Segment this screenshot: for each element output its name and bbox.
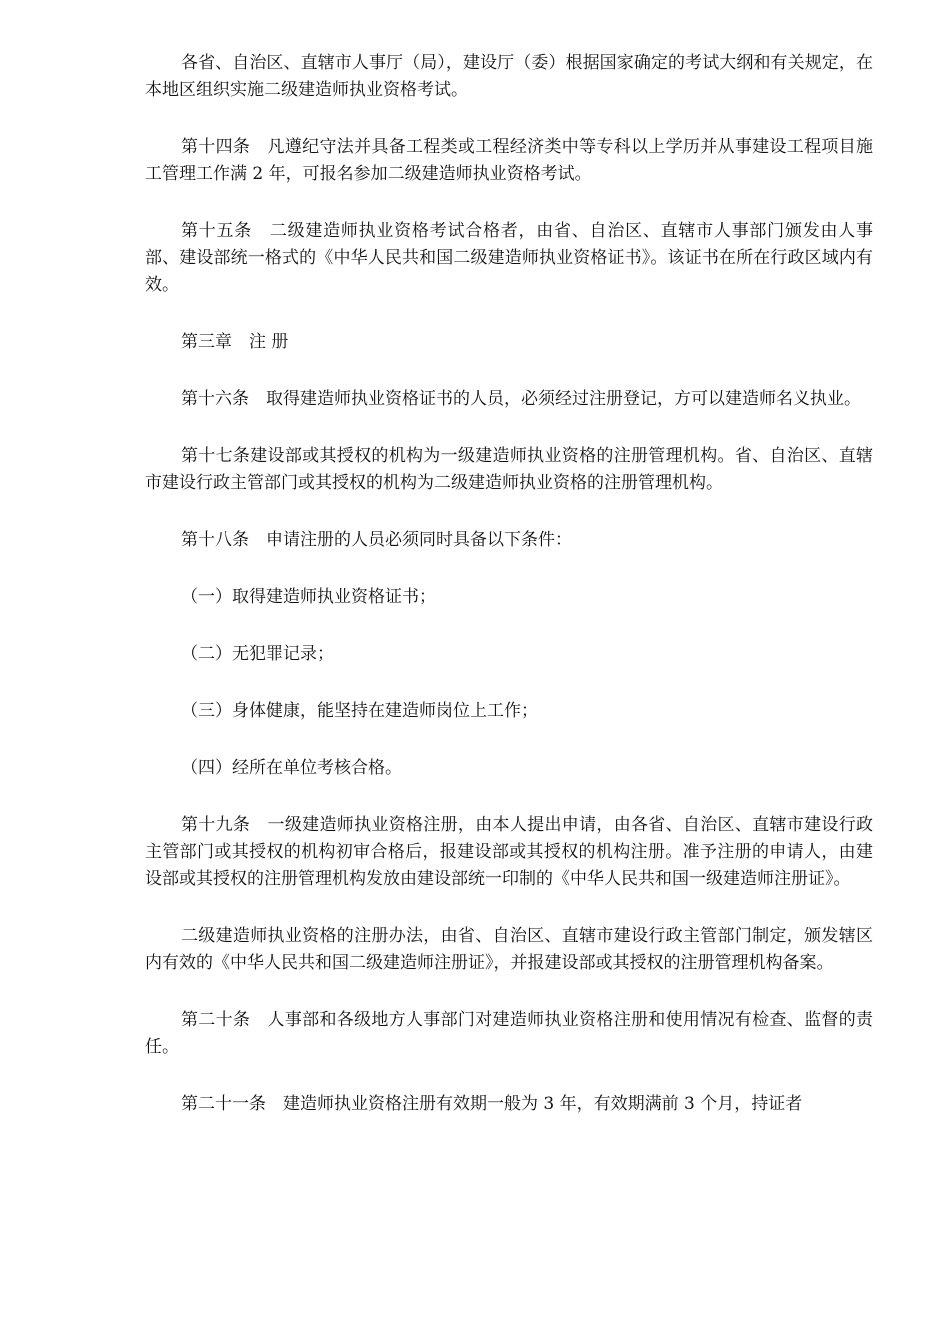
list-item: （二）无犯罪记录；: [181, 644, 334, 664]
paragraph-article-19: 第十九条 一级建造师执业资格注册，由本人提出申请，由各省、自治区、直辖市建设行政主管部门或其授权的机构初审合格后，报建设部或其授权的机构注册。准予注册的申请人，由建设部或其授权的注册管理机构发放由建设部统一印制的《中华人民共和国一级建造师注册证》。: [145, 815, 873, 889]
paragraph-article-15: 第十五条 二级建造师执业资格考试合格者，由省、自治区、直辖市人事部门颁发由人事部、建设部统一格式的《中华人民共和国二级建造师执业资格证书》。该证书在所在行政区域内有效。: [145, 221, 873, 295]
paragraph-article-16: 第十六条 取得建造师执业资格证书的人员，必须经过注册登记，方可以建造师名义执业。: [181, 389, 861, 409]
paragraph-level2-registration: 二级建造师执业资格的注册办法，由省、自治区、直辖市建设行政主管部门制定，颁发辖区内有效的《中华人民共和国二级建造师注册证》，并报建设部或其授权的注册管理机构备案。: [145, 926, 873, 973]
list-item: （三）身体健康，能坚持在建造师岗位上工作；: [181, 701, 538, 721]
chapter-heading: 第三章 注 册: [181, 332, 289, 352]
list-item: （一）取得建造师执业资格证书；: [181, 587, 436, 607]
paragraph-article-20: 第二十条 人事部和各级地方人事部门对建造师执业资格注册和使用情况有检查、监督的责任。: [145, 1010, 873, 1057]
paragraph-article-21: 第二十一条 建造师执业资格注册有效期一般为 3 年，有效期满前 3 个月，持证者: [181, 1094, 803, 1114]
list-item: （四）经所在单位考核合格。: [181, 758, 402, 778]
paragraph-article-17: 第十七条建设部或其授权的机构为一级建造师执业资格的注册管理机构。省、自治区、直辖市建设行政主管部门或其授权的机构为二级建造师执业资格的注册管理机构。: [145, 446, 873, 493]
paragraph-article-18: 第十八条 申请注册的人员必须同时具备以下条件：: [181, 530, 572, 550]
paragraph-article-14: 第十四条 凡遵纪守法并具备工程类或工程经济类中等专科以上学历并从事建设工程项目施工管理工作满 2 年，可报名参加二级建造师执业资格考试。: [145, 137, 873, 184]
paragraph-exam-organization: 各省、自治区、直辖市人事厅（局），建设厅（委）根据国家确定的考试大纲和有关规定，在本地区组织实施二级建造师执业资格考试。: [145, 53, 873, 100]
document-page: [145, 50, 873, 1148]
